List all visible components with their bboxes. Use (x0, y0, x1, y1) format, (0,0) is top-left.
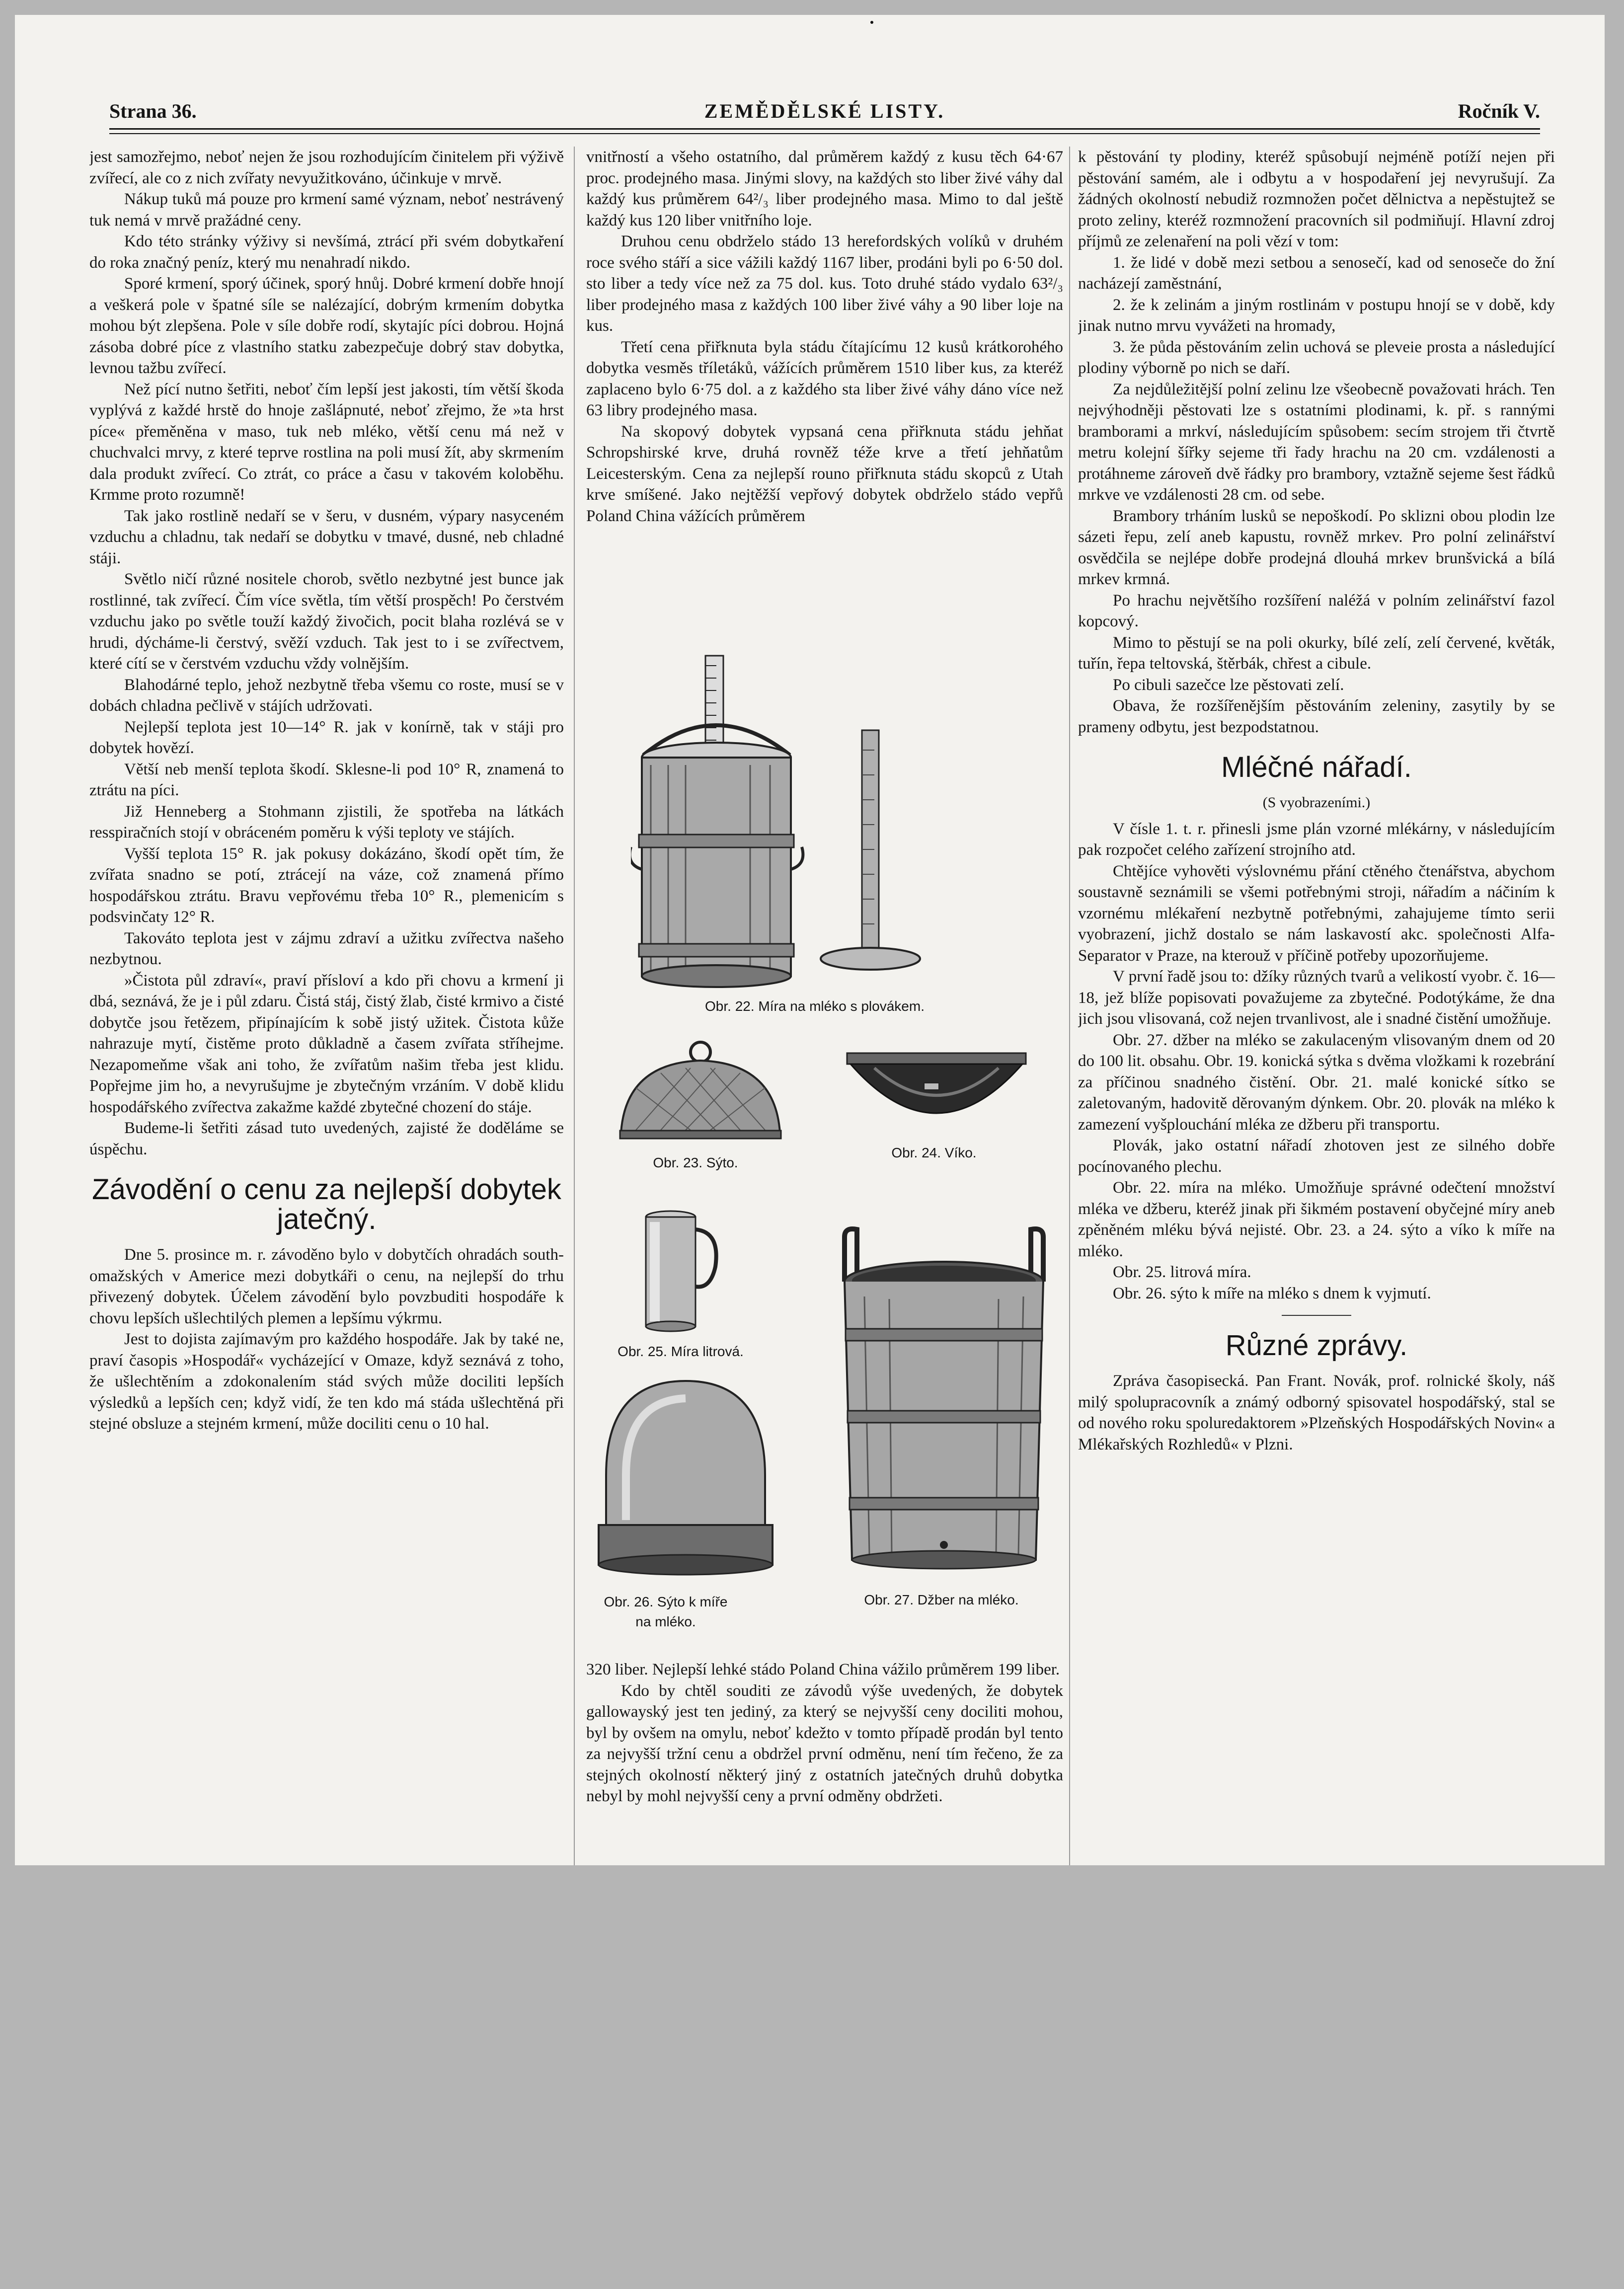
paragraph: Obr. 22. míra na mléko. Umožňuje správné odečtení množství mléka ve džberu, kteréž jinak při šikmém postavení obyčejné míry aneb zpěněném mléku bývá nejisté. Obr. 23. a 24. sýto a víko k míře na mléko. (1078, 1179, 1555, 1260)
newspaper-page (15, 15, 1605, 1865)
header-rule (109, 128, 1540, 134)
paragraph: Jest to dojista zajímavým pro každého hospodáře. Jak by také ne, praví časopis »Hospodář« vycházející v Omaze, když seznává z toho, že ušlechtěním a zdokonalením stád svých může dociliti lepších výsledků a lepších cen; když vidí, že ten kdo má stáda ušlechtěná při stejné obsluze a stejném krmení, může dociliti cenu o 10 hal. (89, 1330, 564, 1433)
paragraph: Chtějíce vyhověti výslovnému přání ctěného čtenářstva, abychom soustavně seznámili se všemi potřebnými stroji, nářadím a náčiním k vzornému mlékaření nezbytně potřebnými, zahajujeme tímto serii vyobrazení, jichž dostalo se nám laskavostí akc. společnosti Alfa-Separator v Praze, na kterouž v příčině potřeby upozorňujeme. (1078, 862, 1555, 965)
paragraph: Na skopový dobytek vypsaná cena přiřknuta stádu jehňat Schropshirské krve, druhá rovněž téže krve a třetí jehňatům Leicesterským. Cena za nejlepší rouno přiřknuta stádu skopců z Utah krve smíšené. Jako nejtěžší vepřový dobytek obdrželo stádo vepřů Poland China vážících průměrem (586, 422, 1063, 525)
page-number: Strana 36. (109, 100, 197, 122)
paragraph: Větší neb menší teplota škodí. Sklesne-li pod 10° R, znamená to ztrátu na píci. (89, 760, 564, 799)
separator-rule (1282, 1315, 1351, 1316)
scan-background (0, 1865, 1624, 2289)
section-subheading: (S vyobrazeními.) (1262, 794, 1371, 811)
paragraph: Obr. 25. litrová míra. (1113, 1263, 1251, 1281)
measure-strainer-illustration (596, 1376, 775, 1590)
figure-caption: Obr. 22. Míra na mléko s plovákem. (705, 998, 925, 1014)
paragraph: Za nejdůležitější polní zelinu lze všeobecně považovati hrách. Ten nejvýhodněji pěstovati lze s ostatními plodinami, k. př. s rannými bramborami a mrkví, následujícím spůsobem: secím strojem tři čtvrtě metru kolejní šířky sejeme tři řady hrachu na 20 cm. vzdálenosti a protáhneme zároveň dvě řádky pro brambory, vztažně sejeme šest řádků mrkve ve vzdálenosti 28 cm. od sebe. (1078, 380, 1555, 504)
paragraph: k pěstování ty plodiny, kteréž spůsobují nejméně potíží nejen při pěstování samém, ale i odbytu a v hospodaření jej nevyrušují. Za žádných okolností nebudiž rozmnožen počet dělnictva a nepěstujtež se proto zeliny, kteréž rozmnožení pracovních sil podmiňují. Hlavní zdroj příjmů ze zelenaření na poli vězí v tom: (1078, 148, 1555, 250)
paragraph: Brambory trháním lusků se nepoškodí. Po sklizni obou plodin lze sázeti řepu, zelí aneb kapustu, rovněž mrkev. Pro polní zelinářství osvědčila se nejlépe dobře prodejná dlouhá mrkev brunšvická a bílá mrkev krmná. (1078, 507, 1555, 588)
paragraph: Vyšší teplota 15° R. jak pokusy dokázáno, škodí opět tím, že zvířata snadno se potí, ztrácejí na váze, což znamená přímo hospodářskou ztrátu. Bravu vepřovému třeba 10° R., plemenicím s podsvinčaty 12° R. (89, 844, 564, 926)
paragraph: vnitřností a všeho ostatního, dal průměrem každý z kusu těch 64·67 proc. prodejného masa. Jinými slovy, na každých sto liber živé váhy dal každý kus průměrem 64²/₃ liber prodejného masa. Mimo to dal ještě každý kus 120 liber vnitřního loje. (586, 148, 1063, 229)
article-heading: Závodění o cenu za nejlepší dobytek jatečný. (92, 1173, 561, 1235)
paragraph: Plovák, jako ostatní nářadí zhotoven jest ze silného dobře pocínovaného plechu. (1078, 1137, 1555, 1176)
milk-measure-illustration (631, 651, 939, 993)
figures-block (586, 651, 1063, 1649)
paragraph: Třetí cena přiřknuta byla stádu čítajícímu 12 kusů krátkorohého dobytka vesměs tříletáků, vážících průměrem 1510 liber kus, za kteréž zaplaceno bylo 6·75 dol. a z každého sta liber živé váhy dáno více než 63 libry prodejného masa. (586, 338, 1063, 419)
figure-caption: Obr. 23. Sýto. (653, 1155, 738, 1170)
volume-number: Ročník V. (1458, 100, 1540, 122)
paragraph: Nejlepší teplota jest 10—14° R. jak v konírně, tak v stáji pro dobytek hovězí. (89, 718, 564, 757)
strainer-illustration (616, 1038, 785, 1147)
paragraph: Nákup tuků má pouze pro krmení samé význam, neboť nestrávený tuk nemá v mrvě pražádné ceny. (89, 190, 564, 229)
list-item: 1. že lidé v době mezi setbou a senosečí, kad od senoseče do žní nacházejí zaměstnání, (1078, 253, 1555, 293)
paragraph: Obava, že rozšířenějším pěstováním zeleniny, zasytily by se prameny odbytu, jest bezpodstatnou. (1078, 697, 1555, 736)
column-divider (574, 147, 575, 1865)
paragraph: Kdo této stránky výživy si nevšímá, ztrácí při svém dobytkaření do roka značný peníz, který mu nenahradí nikdo. (89, 232, 564, 272)
list-item: 2. že k zelinám a jiným rostlinám v postupu hnojí se v době, kdy jinak nutno mrvu vyvážeti na hromady, (1078, 296, 1555, 335)
column-divider (1069, 147, 1070, 1865)
milk-pail-illustration (835, 1222, 1053, 1580)
figure-caption: Obr. 26. Sýto k míře na mléko. (604, 1594, 728, 1629)
section-heading: Mléčné nářadí. (1221, 751, 1412, 783)
list-item: 3. že půda pěstováním zelin uchová se pleveie prosta a následující plodiny výborně po nich se daří. (1078, 338, 1555, 377)
figure-caption: Obr. 24. Víko. (891, 1145, 977, 1160)
column-1 (89, 147, 564, 1860)
paragraph: Blahodárné teplo, jehož nezbytně třeba všemu co roste, musí se v dobách chladna pečlivě v stájích udržovati. (89, 676, 564, 715)
figure-caption: Obr. 25. Míra litrová. (618, 1344, 744, 1359)
page-header (109, 84, 1540, 129)
paragraph: 320 liber. Nejlepší lehké stádo Poland China vážilo průměrem 199 liber. (586, 1661, 1060, 1679)
paragraph: Po hrachu největšího rozšíření naléžá v polním zelinářství fazol kopcový. (1078, 591, 1555, 630)
litre-measure-illustration (636, 1207, 725, 1336)
paragraph: jest samozřejmo, neboť nejen že jsou rozhodujícím činitelem při výživě zvířecí, ale co z nich zvířaty nevyužitkováno, účinkuje v mrvě. (89, 148, 564, 187)
paragraph: Budeme-li šetřiti zásad tuto uvedených, zajisté že doděláme se úspěchu. (89, 1119, 564, 1158)
paragraph: V první řadě jsou to: džíky různých tvarů a velikostí vyobr. č. 16—18, jež blíže popisovati považujeme za zbytečné. Podotýkáme, že dna jich jsou vlisovaná, což nejen trvanlivost, ale i snadné čistění umožňuje. (1078, 968, 1555, 1028)
paragraph: »Čistota půl zdraví«, praví přísloví a kdo při chovu a krmení ji dbá, seznává, že je i půl zdaru. Čistá stáj, čistý žlab, čisté krmivo a čisté dobytče jsou řetězem, připínajícím k sobě jistý užitek. Čistota kůže nahrazuje mytí, čistěme proto důkladně a časem zvířata stříhejme. Nezapomeňme však ani toho, že zvířatům našim třeba jest klidu. Popřejme jim ho, a nevyrušujme je zbytečným vrzáním. V době klidu hospodářského zvířectva zakažme každé zbytečné chození do stáje. (89, 971, 564, 1116)
column-2 (586, 147, 1063, 648)
column-3 (1078, 147, 1555, 1860)
paragraph: Po cibuli sazečce lze pěstovati zelí. (1113, 676, 1344, 694)
paragraph: V čísle 1. t. r. přinesli jsme plán vzorné mlékárny, v následujícím pak rozpočet celého zařízení strojního atd. (1078, 820, 1555, 859)
paragraph: Světlo ničí různé nositele chorob, světlo nezbytné jest bunce jak rostlinné, tak zvířecí. Čím více světla, tím větší prospěch! Po čerstvém vzduchu jako po světle touží každý živočich, pocit blaha rozlévá se v hrudi, dýcháme-li čerstvý, svěží vzduch. Tak jest to i se zvířectvem, které cítí se v čerstvém vzduchu vždy volnějším. (89, 570, 564, 673)
paragraph: Kdo by chtěl souditi ze závodů výše uvedených, že dobytek gallowayský jest ten jediný, za který se nejvyšší ceny dociliti mohou, byl by ovšem na omylu, neboť kdežto v tomto případě prodán byl tento za nejvyšší tržní cenu a obdržel první odměnu, není tím řečeno, že za stejných okolností některý jiný z ostatních jatečných druhů dobytka nebyl by mohl nejvyšší ceny a první odměny obdržeti. (586, 1681, 1063, 1805)
paragraph: Takováto teplota jest v zájmu zdraví a užitku zvířectva našeho nezbytnou. (89, 929, 564, 968)
section-heading: Různé zprávy. (1225, 1329, 1408, 1362)
paragraph: Mimo to pěstují se na poli okurky, bílé zelí, zelí červené, květák, tuřín, řepa teltovská, štěrbák, chřest a cibule. (1078, 633, 1555, 673)
lid-illustration (845, 1048, 1028, 1133)
newspaper-title: ZEMĚDĚLSKÉ LISTY. (704, 100, 945, 122)
figure-caption: Obr. 27. Džber na mléko. (864, 1592, 1019, 1607)
paragraph: Druhou cenu obdrželo stádo 13 herefordských volíků v druhém roce svého stáří a sice vážili každý 1167 liber, prodáni byli po 6·50 dol. sto liber a tedy více než za 75 dol. kus. Toto druhé stádo vydalo 63²/₃ liber prodejného masa z každých 100 liber živé váhy a 90 liber loje na kus. (586, 232, 1063, 335)
paragraph: Již Henneberg a Stohmann zjistili, že spotřeba na látkách resspiračních stojí v obráceném poměru k výši teploty ve stájích. (89, 802, 564, 841)
paragraph: Obr. 27. džber na mléko se zakulaceným vlisovaným dnem od 20 do 100 lit. obsahu. Obr. 19. konická sýtka s dvěma vložkami k rozebrání za příčinou snadného čistění. Obr. 21. malé konické sítko se zaletovaným, hadovitě děrovaným dýnkem. Obr. 20. plovák na mléko k zamezení vyšplouchání mléka ze džberu při transportu. (1078, 1031, 1555, 1134)
print-speck (870, 21, 873, 24)
paragraph: Zpráva časopisecká. Pan Frant. Novák, prof. rolnické školy, náš milý spolupracovník a známý odborný spisovatel hospodářský, stal se od nového roku spoluredaktorem »Plzeňských Hospodářských Novin« a Mlékařských Rozhledů« v Plzni. (1078, 1372, 1555, 1453)
paragraph: Než pící nutno šetřiti, neboť čím lepší jest jakosti, tím větší škoda vyplývá z každé hrstě do hnoje zašlápnuté, neboť zřejmo, že »ta hrst píce« přeměněna v maso, tuk neb mléko, větší cenu má než v chuchvalci mrvy, z které teprve rostlina na poli musí žít, aby skrmením dala produkt zvířecí. Co ztrát, co práce a času v takovém koloběhu. Krmme proto rozumně! (89, 380, 564, 504)
paragraph: Tak jako rostlině nedaří se v šeru, v dusném, výpary nasyceném vzduchu a chladnu, tak nedaří se dobytku v tmavé, dusné, neb chladné stáji. (89, 507, 564, 567)
paragraph: Dne 5. prosince m. r. závoděno bylo v dobytčích ohradách south-omažských v Americe mezi dobytkáři o cenu, na nejlepší do trhu přivezený dobytek. Účelem závodění bylo povzbuditi hospodáře k chovu lepších ušlechtilých plemen a lepšímu výkrmu. (89, 1246, 564, 1327)
paragraph: Sporé krmení, sporý účinek, sporý hnůj. Dobré krmení dobře hnojí a veškerá pole v špatné síle se nalézající, dobrým krmením dobytka mohou být zlepšena. Pole v síle dobře rodí, skytajíc píci dobrou. Hojná zásoba dobré píce z vlastního statku zabezpečuje dobrý stav dobytka, levnou tažbu zvířecí. (89, 275, 564, 377)
paragraph: Obr. 26. sýto k míře na mléko s dnem k vyjmutí. (1113, 1284, 1431, 1302)
column-2-continued (586, 1659, 1063, 1863)
